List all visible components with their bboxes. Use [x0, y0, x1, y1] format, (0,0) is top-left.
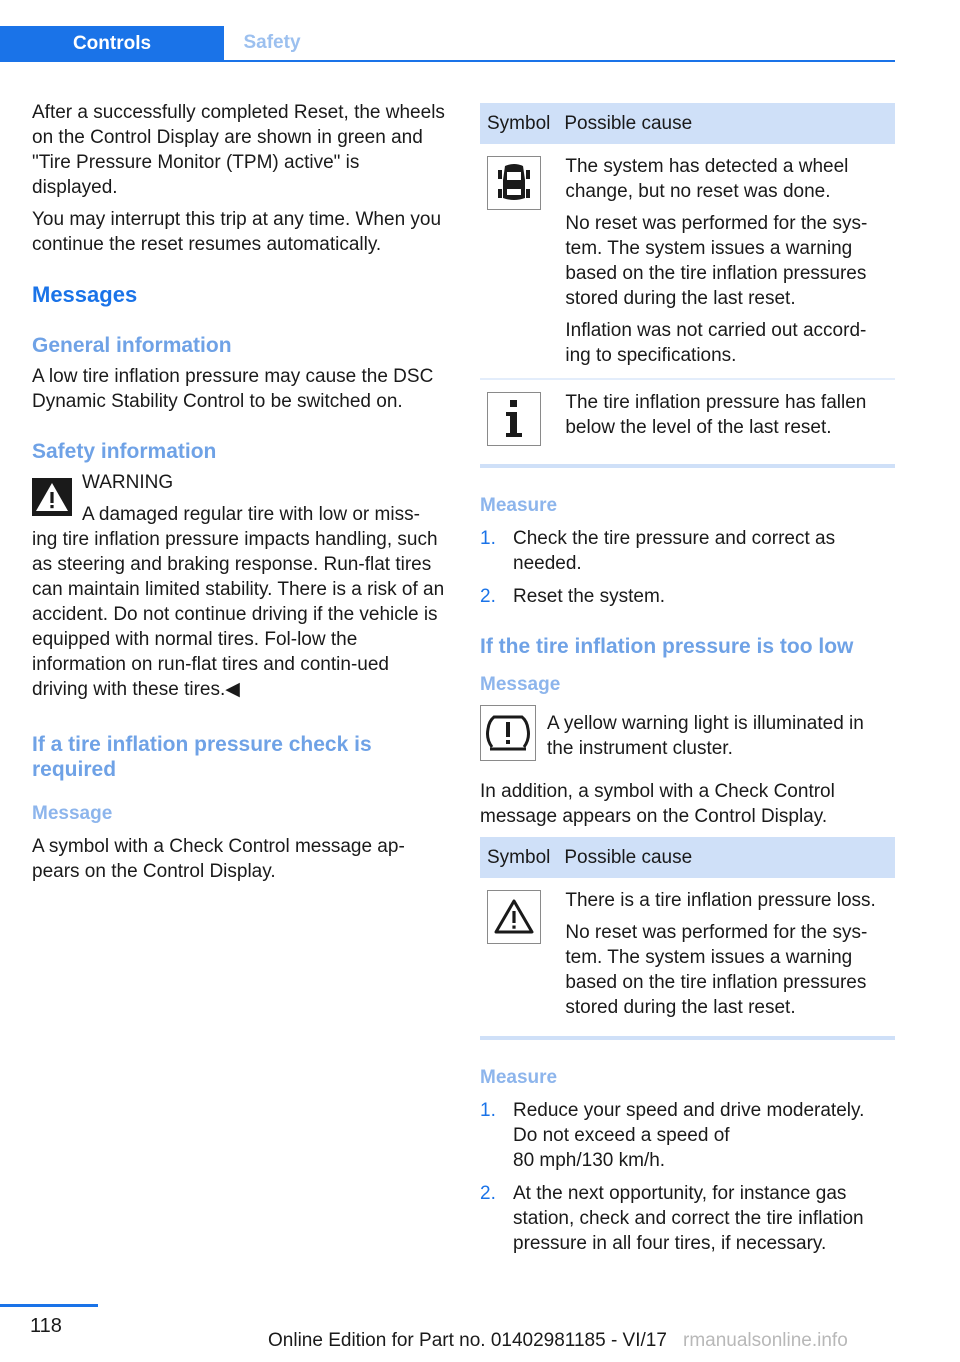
- table1-row2-cause-1: The tire inflation pressure has fallen below the level of the last reset.: [565, 392, 867, 438]
- message-subheading-right: Message: [480, 674, 561, 695]
- table1-header-symbol: Symbol: [480, 103, 557, 144]
- addition-text: In addition, a symbol with a Check Control message appears on the Control Display.: [480, 781, 835, 827]
- step-number: 2.: [480, 586, 496, 607]
- page-number: 118: [30, 1315, 62, 1337]
- measure-heading-2: Measure: [480, 1067, 558, 1088]
- warning-light-text: A yellow warning light is illuminated in the instrument cluster.: [547, 713, 864, 759]
- messages-heading: Messages: [32, 282, 138, 307]
- step-text: Check the tire pressure and correct as needed.: [513, 528, 836, 574]
- step-text: At the next opportunity, for instance gas station, check and correct the tire inflation pressure in all four tires, if necessary.: [513, 1183, 864, 1254]
- header-rule: [0, 60, 895, 62]
- step-number: 1.: [480, 1100, 496, 1121]
- tab-safety[interactable]: Safety: [243, 32, 301, 53]
- footer-rule: [0, 1304, 98, 1307]
- info-icon: [504, 399, 524, 439]
- right-column: [480, 103, 895, 1256]
- list-item: [480, 526, 895, 576]
- table2-row1-cause-2: No reset was performed for the sys-tem. The system issues a warning based on the tire inflation pressures stored during the last reset.: [565, 922, 868, 1018]
- check-required-heading: If a tire inflation pressure check is required: [32, 733, 372, 781]
- tab-controls[interactable]: Controls: [0, 26, 224, 62]
- intro-paragraph-2: You may interrupt this trip at any time. When you continue the reset resumes automatically.: [32, 209, 442, 255]
- warning-triangle-icon: [493, 898, 535, 936]
- step-text-line-3: 80 mph/130 km/h.: [513, 1150, 666, 1171]
- car-top-view-icon: [497, 162, 531, 204]
- table1-row1-cause-1: The system has detected a wheel change, but no reset was done.: [565, 156, 849, 202]
- symbol-table-2: [480, 837, 895, 1040]
- intro-paragraph-1: After a successfully completed Reset, the wheels on the Control Display are shown in green and "Tire Pressure Monitor (TPM) active" is displayed.: [32, 102, 445, 198]
- step-text-line-1: Reduce your speed and drive moderately.: [513, 1100, 865, 1121]
- symbol-table-1: [480, 103, 895, 468]
- left-column: [32, 100, 448, 884]
- warning-triangle-icon: [32, 478, 72, 516]
- watermark: rmanualsonline.info: [683, 1330, 848, 1351]
- step-text-line-2: Do not exceed a speed of: [513, 1125, 730, 1146]
- warning-block: [32, 470, 448, 702]
- chapter-tabs: [0, 26, 895, 62]
- table-row: [480, 379, 895, 466]
- step-number: 1.: [480, 528, 496, 549]
- message-text-left: A symbol with a Check Control message ap-pears on the Control Display.: [32, 836, 405, 882]
- table-row: [480, 144, 895, 379]
- table2-header-cause: Possible cause: [557, 837, 895, 878]
- general-information-text: A low tire inflation pressure may cause the DSC Dynamic Stability Control to be switched on.: [32, 366, 434, 412]
- step-text: Reset the system.: [513, 586, 666, 607]
- list-item: [480, 1181, 895, 1256]
- list-item: [480, 584, 895, 609]
- measure-heading-1: Measure: [480, 495, 558, 516]
- measure-steps-1: [480, 526, 895, 609]
- table-row: [480, 878, 895, 1038]
- edition-text: Online Edition for Part no. 01402981185 - VI/17: [268, 1330, 667, 1351]
- table2-header-symbol: Symbol: [480, 837, 557, 878]
- table1-header-cause: Possible cause: [557, 103, 895, 144]
- too-low-heading: If the tire inflation pressure is too low: [480, 635, 854, 658]
- warning-text: ing tire inflation pressure impacts handling, such as steering and braking response. Run-flat tires can maintain limited stability. There is a risk of an accident. Do not continue driving if the vehicle is equipped with normal tires. Fol-low the information on run-flat tires and contin-ued driving with these tires.◀: [32, 529, 445, 700]
- warning-title: WARNING: [82, 472, 174, 493]
- list-item: [480, 1098, 895, 1173]
- table1-row1-cause-2: No reset was performed for the sys-tem. The system issues a warning based on the tire inflation pressures stored during the last reset.: [565, 213, 868, 309]
- table1-row1-cause-3: Inflation was not carried out accord-ing to specifications.: [565, 320, 867, 366]
- warning-light-row: [480, 711, 895, 769]
- tire-pressure-warning-light-icon: [480, 705, 536, 761]
- general-information-heading: General information: [32, 334, 232, 357]
- step-number: 2.: [480, 1183, 496, 1204]
- warning-text-first: A damaged regular tire with low or miss-: [82, 504, 420, 525]
- safety-information-heading: Safety information: [32, 440, 217, 463]
- table2-row1-cause-1: There is a tire inflation pressure loss.: [565, 890, 876, 911]
- measure-steps-2: [480, 1098, 895, 1256]
- message-subheading-left: Message: [32, 803, 113, 824]
